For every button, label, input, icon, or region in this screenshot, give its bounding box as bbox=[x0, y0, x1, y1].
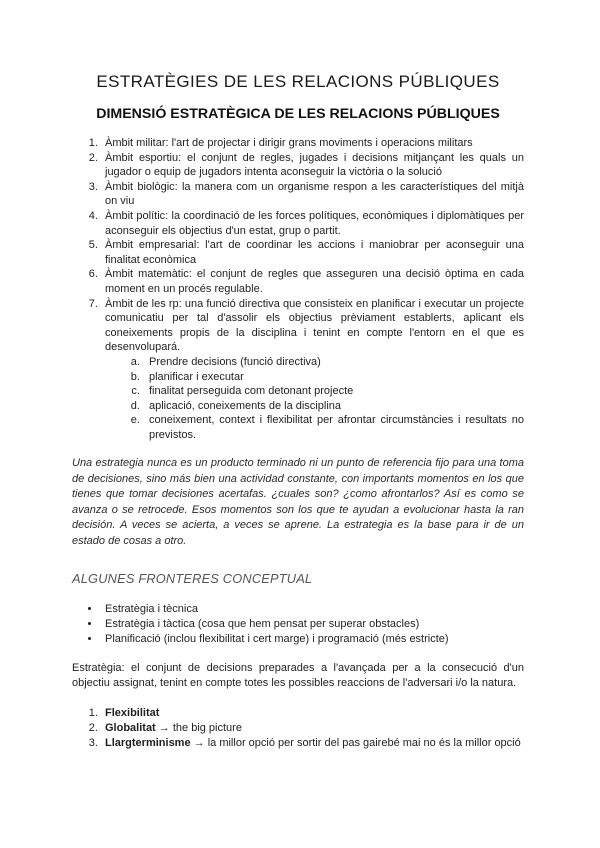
key-desc: → the big picture bbox=[158, 721, 242, 734]
frontera-item: • Estratègia i tàctica (cosa que hem pensat per superar obstacles) bbox=[101, 617, 524, 632]
keys-list bbox=[72, 706, 524, 751]
section-heading-fronteres: ALGUNES FRONTERES CONCEPTUAL bbox=[72, 570, 313, 586]
key-item-flexibilitat bbox=[101, 706, 524, 721]
ambit-item-rp bbox=[101, 297, 524, 443]
ambit-item-rp-text: Àmbit de les rp: una funció directiva que consisteix en planificar i executar un projecte comunicatiu per tal d'assolir els objectius prèviament establerts, aplicant els coneixements propis de la disciplina i tenint en compte l'entorn en el que es desenvolupará. bbox=[105, 297, 524, 354]
rp-subitems-list bbox=[105, 355, 524, 443]
key-desc: → la millor opció per sortir del pas gairebé mai no és la millor opció bbox=[193, 736, 521, 749]
fronteres-list bbox=[72, 602, 524, 647]
ambit-item-empresarial: 5. Àmbit empresarial: l'art de coordinar les accions i maniobrar per aconseguir una finalitat econòmica bbox=[101, 238, 524, 267]
ambit-item-militar: 1. Àmbit militar: l'art de projectar i dirigir grans moviments i operacions militars bbox=[101, 136, 524, 151]
rp-subitem: b. planificar i executar bbox=[143, 370, 524, 385]
ambit-item-politic: 4. Àmbit polític: la coordinació de les forces polítiques, econòmiques i diplomàtiques per aconseguir els objectius d'un estat, grup o partit. bbox=[101, 209, 524, 238]
frontera-item: • Estratègia i tècnica bbox=[101, 602, 524, 617]
strategy-definition: Estratègia: el conjunt de decisions preparades a l'avançada per a la consecució d'un objectiu assignat, tenint en compte totes les possibles reaccions de l'adversari i/o la natura. bbox=[72, 661, 524, 690]
key-term: Llargterminisme bbox=[105, 736, 191, 749]
ambit-item-esportiu: 2. Àmbit esportiu: el conjunt de regles, jugades i decisions mitjançant les quals un jugador o equip de jugadors intenta aconseguir la victòria o la solució bbox=[101, 151, 524, 180]
ambit-item-biologic: 3. Àmbit biològic: la manera com un organisme respon a les característiques del mitjà on viu bbox=[101, 180, 524, 209]
ambit-item-matematic: 6. Àmbit matemàtic: el conjunt de regles que asseguren una decisió òptima en cada moment en un procés regulable. bbox=[101, 267, 524, 296]
rp-subitem: c. finalitat perseguida com detonant projecte bbox=[143, 384, 524, 399]
key-item-globalitat bbox=[101, 721, 524, 736]
rp-subitem: d. aplicació, coneixements de la disciplina bbox=[143, 399, 524, 414]
key-term: Globalitat bbox=[105, 721, 156, 734]
strategy-quote: Una estrategia nunca es un producto terminado ni un punto de referencia fijo para una toma de decisiones, sino más bien una actividad constante, con importants momentos en los que tienes que tomar decisiones acertafas. ¿cuales son? ¿como afrontarlos? Así es como se avanza o se retrocede. Esos momentos son los que te ayudan a evolucionar hasta la ran decisión. A veces se acierta, a veces se aprene. La estrategia es la base para ir de un estado de cosas a otro. bbox=[72, 457, 524, 547]
rp-subitem: e. coneixement, context i flexibilitat per afrontar circumstàncies i resultats no previstos. bbox=[143, 413, 524, 442]
key-term: Flexibilitat bbox=[105, 706, 160, 719]
ambits-list bbox=[72, 136, 524, 442]
frontera-item: • Planificació (inclou flexibilitat i cert marge) i programació (més estricte) bbox=[101, 632, 524, 647]
rp-subitem: a. Prendre decisions (funció directiva) bbox=[143, 355, 524, 370]
document-subtitle: DIMENSIÓ ESTRATÈGICA DE LES RELACIONS PÚBLIQUES bbox=[96, 106, 500, 122]
document-title: ESTRATÈGIES DE LES RELACIONS PÚBLIQUES bbox=[96, 72, 500, 91]
key-item-llargterminisme bbox=[101, 736, 524, 751]
